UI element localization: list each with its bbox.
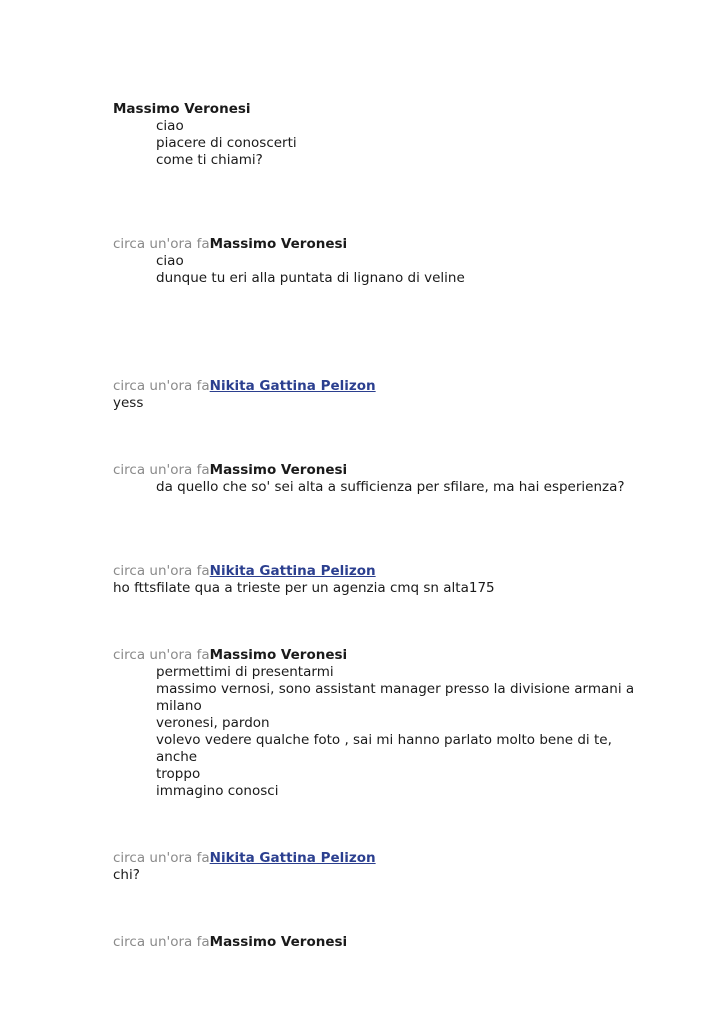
message-text-line: da quello che so' sei alta a sufficienza per sfilare, ma hai esperienza? <box>156 479 625 495</box>
message-timestamp: circa un'ora fa <box>113 563 210 579</box>
message-text-line: ho fttsfilate qua a trieste per un agenzia cmq sn alta175 <box>113 580 495 596</box>
sender-name: Massimo Veronesi <box>209 236 348 252</box>
message-header <box>113 934 644 951</box>
sender-name-link[interactable]: Nikita Gattina Pelizon <box>209 563 376 579</box>
message-header <box>113 101 644 118</box>
chat-message <box>113 850 644 884</box>
message-text-line: piacere di conoscerti <box>156 135 297 151</box>
message-text-line: permettimi di presentarmi <box>156 664 334 680</box>
chat-message <box>113 563 644 597</box>
message-text-line: dunque tu eri alla puntata di lignano di veline <box>156 270 465 286</box>
message-header <box>113 850 644 867</box>
message-text-line: veronesi, pardon <box>156 715 270 731</box>
message-timestamp: circa un'ora fa <box>113 236 210 252</box>
message-header <box>113 236 644 253</box>
message-header <box>113 647 644 664</box>
message-timestamp: circa un'ora fa <box>113 934 210 950</box>
message-timestamp: circa un'ora fa <box>113 378 210 394</box>
message-text-line: ciao <box>156 253 184 269</box>
message-text-line: milano <box>156 698 202 714</box>
sender-name: Massimo Veronesi <box>209 934 348 950</box>
message-text-line: immagino conosci <box>156 783 279 799</box>
message-header <box>113 563 644 580</box>
message-text-line: ciao <box>156 118 184 134</box>
sender-name: Massimo Veronesi <box>209 647 348 663</box>
message-text-line: yess <box>113 395 144 411</box>
sender-name-link[interactable]: Nikita Gattina Pelizon <box>209 850 376 866</box>
message-text-line: massimo vernosi, sono assistant manager presso la divisione armani a <box>156 681 635 697</box>
message-timestamp: circa un'ora fa <box>113 850 210 866</box>
sender-name: Massimo Veronesi <box>209 462 348 478</box>
chat-message <box>113 378 644 412</box>
chat-message <box>113 101 644 169</box>
sender-name: Massimo Veronesi <box>113 101 251 117</box>
chat-message <box>113 647 644 800</box>
message-timestamp: circa un'ora fa <box>113 647 210 663</box>
message-timestamp: circa un'ora fa <box>113 462 210 478</box>
message-text-line: come ti chiami? <box>156 152 263 168</box>
sender-name-link[interactable]: Nikita Gattina Pelizon <box>209 378 376 394</box>
chat-message <box>113 462 644 496</box>
chat-message <box>113 934 644 951</box>
message-header <box>113 378 644 395</box>
chat-message <box>113 236 644 287</box>
message-text-line: troppo <box>156 766 201 782</box>
message-text-line: chi? <box>113 867 140 883</box>
message-header <box>113 462 644 479</box>
message-text-line: volevo vedere qualche foto , sai mi hanno parlato molto bene di te, anche <box>156 732 612 765</box>
